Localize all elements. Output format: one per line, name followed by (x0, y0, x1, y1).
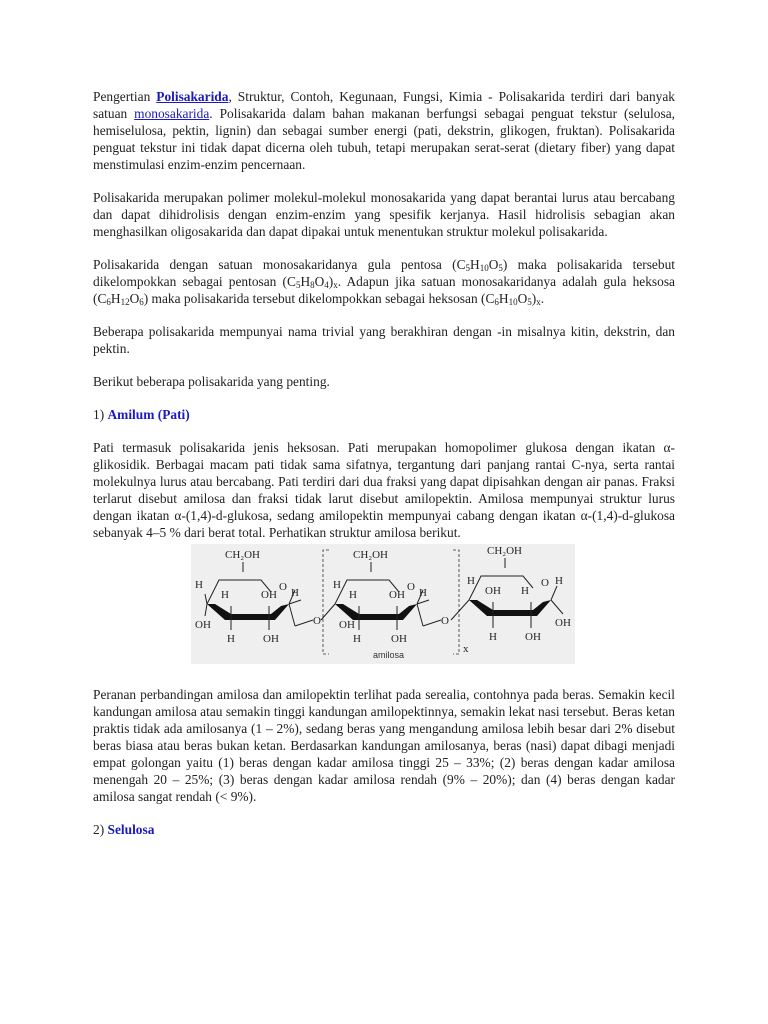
label-o: O (407, 581, 415, 593)
heading-selulosa (93, 821, 675, 838)
paragraph-polimer: Polisakarida merupakan polimer molekul-molekul monosakarida yang dapat berantai lurus atau bercabang dan dapat dihidrolisis dengan enzim-enzim yang spesifik kerjanya. Hasil hidrolisis sebagian akan menghasilkan oligosakarida dan dapat dipakai untuk menentukan struktur molekul polisakarida. (93, 190, 675, 239)
text-span: H (300, 274, 311, 289)
label-h: H (221, 589, 229, 601)
text-span: Pengertian (93, 89, 157, 104)
link-monosakarida[interactable]: monosakarida (134, 106, 210, 121)
label-h: H (555, 575, 563, 587)
label-h: H (521, 585, 529, 597)
label-oh: OH (525, 631, 541, 643)
heading-title: Selulosa (107, 822, 155, 837)
label-oh: OH (339, 619, 355, 631)
subscript: 5 (295, 280, 301, 290)
text-span: H (470, 257, 480, 272)
label-h: H (489, 631, 497, 643)
subscript: 5 (527, 297, 532, 307)
text-span: . (540, 291, 545, 306)
text-span: O (488, 257, 499, 272)
subscript: x (536, 297, 541, 307)
label-oh: OH (555, 617, 571, 629)
amilosa-structure-diagram (191, 544, 575, 664)
label-ch2oh: CH₂OH (487, 545, 523, 557)
text-span: O (314, 274, 325, 289)
text-span: ) (328, 274, 334, 289)
text-span: ) maka polisakarida tersebut dikelompokkan sebagai pentosan (C (93, 257, 675, 289)
label-h: H (195, 579, 203, 591)
bracket-right (453, 550, 459, 654)
glucose-ring-3 (451, 545, 571, 643)
text-span: O (517, 291, 528, 306)
label-oh: OH (391, 633, 407, 645)
paragraph-amilosa-beras: Peranan perbandingan amilosa dan amilopektin terlihat pada serealia, contohnya pada beras. Semakin kecil kandungan amilosa atau semakin tinggi kandungan amilopektinnya, semakin lekat nasi tersebut. Beras ketan praktis tidak ada amilosanya (1 – 2%), sedang beras yang mengandung amilosa lebih besar dari 2% disebut beras biasa atau beras bukan ketan. Berdasarkan kandungan amilosanya, beras (nasi) dapat dibagi menjadi empat golongan yaitu (1) beras dengan kadar amilosa tinggi 25 – 33%; (2) beras dengan kadar amilosa menengah 20 – 25%; (3) beras dengan kadar amilosa rendah (9% – 20%); dan (4) beras dengan kadar amilosa sangat rendah (< 9%). (93, 687, 675, 804)
subscript: 12 (120, 297, 130, 307)
label-oh: OH (261, 589, 277, 601)
subscript: 5 (498, 263, 503, 273)
link-polisakarida[interactable]: Polisakarida (156, 89, 229, 104)
text-span: Polisakarida dengan satuan monosakaridanya gula pentosa (C (93, 257, 466, 272)
subscript: 5 (465, 263, 471, 273)
heading-number: 2) (93, 822, 108, 837)
subscript: 10 (479, 263, 489, 273)
text-span: . Adapun jika satuan monosakaridanya adalah gula heksosa (C (93, 274, 675, 306)
label-ch2oh: CH₂OH (225, 549, 261, 561)
label-oh: OH (485, 585, 501, 597)
glucose-ring-2 (321, 549, 449, 645)
subscript: 10 (508, 297, 518, 307)
text-span: ) maka polisakarida tersebut dikelompokkan sebagai heksosan (C (143, 291, 495, 306)
label-ch2oh: CH₂OH (353, 549, 389, 561)
paragraph-intro (93, 88, 675, 173)
figure-caption: amilosa (373, 650, 405, 660)
text-span: H (498, 291, 509, 306)
label-oh: OH (263, 633, 279, 645)
subscript: 8 (310, 280, 315, 290)
label-o: O (541, 577, 549, 589)
subscript: x (333, 280, 338, 290)
text-span: H (110, 291, 121, 306)
paragraph-pentosan-heksosan (93, 256, 675, 307)
heading-amilum (93, 406, 675, 423)
paragraph-berikut: Berikut beberapa polisakarida yang penting. (93, 374, 330, 389)
subscript: 6 (494, 297, 499, 307)
amilosa-structure-figure (191, 544, 575, 664)
label-h: H (353, 633, 361, 645)
label-h: H (467, 575, 475, 587)
subscript: 4 (324, 280, 329, 290)
label-oh: OH (195, 619, 211, 631)
text-span: ) (531, 291, 537, 306)
label-o: O (279, 581, 287, 593)
label-o-link: O (313, 615, 321, 627)
subscript: 6 (106, 297, 111, 307)
label-h: H (333, 579, 341, 591)
bracket-left (323, 550, 329, 654)
paragraph-pati: Pati termasuk polisakarida jenis heksosan. Pati merupakan homopolimer glukosa dengan ikatan α-glikosidik. Berbagai macam pati tidak sama sifatnya, tergantung dari panjang rantai C-nya, serta rantai molekulnya lurus atau bercabang. Pati terdiri dari dua fraksi yang dapat dipisahkan dengan air panas. Fraksi terlarut disebut amilosa dan fraksi tidak larut disebut amilopektin. Amilosa mempunyai struktur lurus dengan ikatan α-(1,4)-d-glukosa, sedang amilopektin mempunyai cabang dengan ikatan α-(1,4)-d-glukosa sebanyak 4–5 % dari berat total. Perhatikan struktur amilosa berikut. (93, 440, 675, 540)
text-span: . Polisakarida dalam bahan makanan berfungsi sebagai penguat tekstur (selulosa, hemiselulosa, pektin, lignin) dan sebagai sumber energi (pati, dekstrin, glikogen, fruktan). Polisakarida penguat tekstur ini tidak dapat dicerna oleh tubuh, tetapi merupakan serat-serat (dietary fiber) yang dapat menstimulasi enzim-enzim pencernaan. (93, 106, 675, 172)
text-span: , Struktur, Contoh, Kegunaan, Fungsi, Kimia - Polisakarida terdiri dari banyak satuan (93, 89, 675, 121)
label-h: H (349, 589, 357, 601)
heading-number: 1) (93, 407, 108, 422)
label-oh: OH (389, 589, 405, 601)
heading-title: Amilum (Pati) (107, 407, 190, 422)
paragraph-nama-trivial: Beberapa polisakarida mempunyai nama trivial yang berakhiran dengan -in misalnya kitin, dekstrin, dan pektin. (93, 324, 675, 356)
repeat-unit-x: x (463, 643, 469, 655)
label-o-link: O (441, 615, 449, 627)
glucose-ring-1 (195, 549, 321, 645)
text-span: O (129, 291, 140, 306)
subscript: 6 (139, 297, 144, 307)
label-h: H (291, 587, 299, 599)
document-body (93, 88, 675, 854)
label-h: H (419, 587, 427, 599)
label-h: H (227, 633, 235, 645)
